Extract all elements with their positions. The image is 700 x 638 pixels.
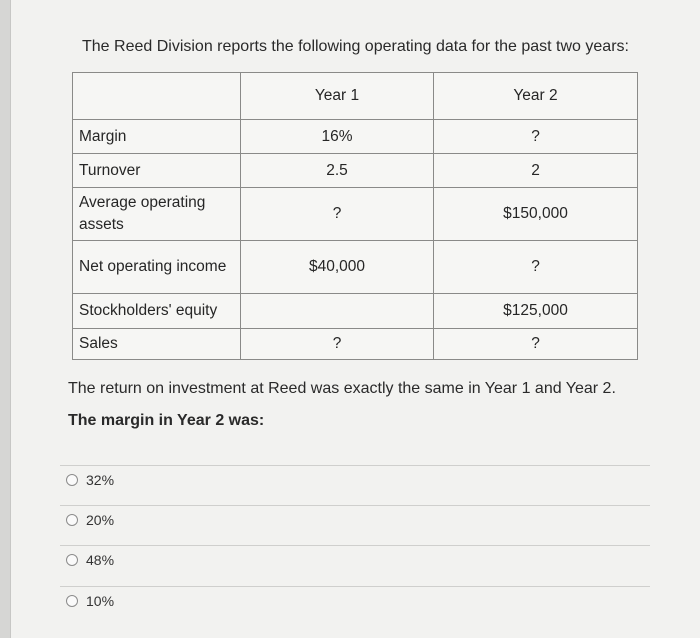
- question-prompt: The margin in Year 2 was:: [68, 412, 265, 429]
- cell-stockholders-equity-year-1: [241, 294, 434, 329]
- cell-net-operating-income-year-2: ?: [434, 241, 638, 294]
- cell-average-operating-assets-year-2: $150,000: [434, 188, 638, 241]
- radio-circle-icon[interactable]: [66, 595, 78, 607]
- answer-option-label: 32%: [86, 472, 115, 488]
- table-header-year-2: Year 2: [434, 73, 638, 120]
- row-label-sales: Sales: [73, 329, 241, 360]
- cell-turnover-year-1: 2.5: [241, 154, 434, 188]
- radio-circle-icon[interactable]: [66, 474, 78, 486]
- option-divider: [60, 505, 650, 506]
- radio-circle-icon[interactable]: [66, 554, 78, 566]
- answer-option-1[interactable]: [66, 472, 114, 488]
- answer-option-3[interactable]: [66, 552, 114, 568]
- cell-margin-year-1: 16%: [241, 120, 434, 154]
- table-header-corner: [73, 73, 241, 120]
- answer-option-label: 10%: [86, 593, 115, 609]
- option-divider: [60, 586, 650, 587]
- cell-margin-year-2: ?: [434, 120, 638, 154]
- row-label-net-operating-income: Net operating income: [73, 241, 241, 294]
- cell-net-operating-income-year-1: $40,000: [241, 241, 434, 294]
- radio-circle-icon[interactable]: [66, 514, 78, 526]
- table-row: [73, 188, 638, 241]
- table-header-year-1: Year 1: [241, 73, 434, 120]
- table-row: [73, 329, 638, 360]
- row-label-turnover: Turnover: [73, 154, 241, 188]
- table-row: [73, 294, 638, 329]
- row-label-stockholders-equity: Stockholders' equity: [73, 294, 241, 329]
- cell-average-operating-assets-year-1: ?: [241, 188, 434, 241]
- answer-option-4[interactable]: [66, 593, 114, 609]
- cell-turnover-year-2: 2: [434, 154, 638, 188]
- table-row: [73, 241, 638, 294]
- option-divider: [60, 465, 650, 466]
- roi-statement: The return on investment at Reed was exactly the same in Year 1 and Year 2.: [68, 380, 616, 397]
- row-label-average-operating-assets: Average operating assets: [73, 188, 241, 241]
- answer-option-2[interactable]: [66, 512, 114, 528]
- table-header-row: [73, 73, 638, 120]
- answer-option-label: 48%: [86, 552, 115, 568]
- answer-option-label: 20%: [86, 512, 115, 528]
- operating-data-table: [72, 72, 638, 360]
- cell-sales-year-1: ?: [241, 329, 434, 360]
- table-row: [73, 120, 638, 154]
- option-divider: [60, 545, 650, 546]
- cell-sales-year-2: ?: [434, 329, 638, 360]
- table-row: [73, 154, 638, 188]
- question-intro: The Reed Division reports the following operating data for the past two years:: [82, 38, 629, 55]
- cell-stockholders-equity-year-2: $125,000: [434, 294, 638, 329]
- row-label-margin: Margin: [73, 120, 241, 154]
